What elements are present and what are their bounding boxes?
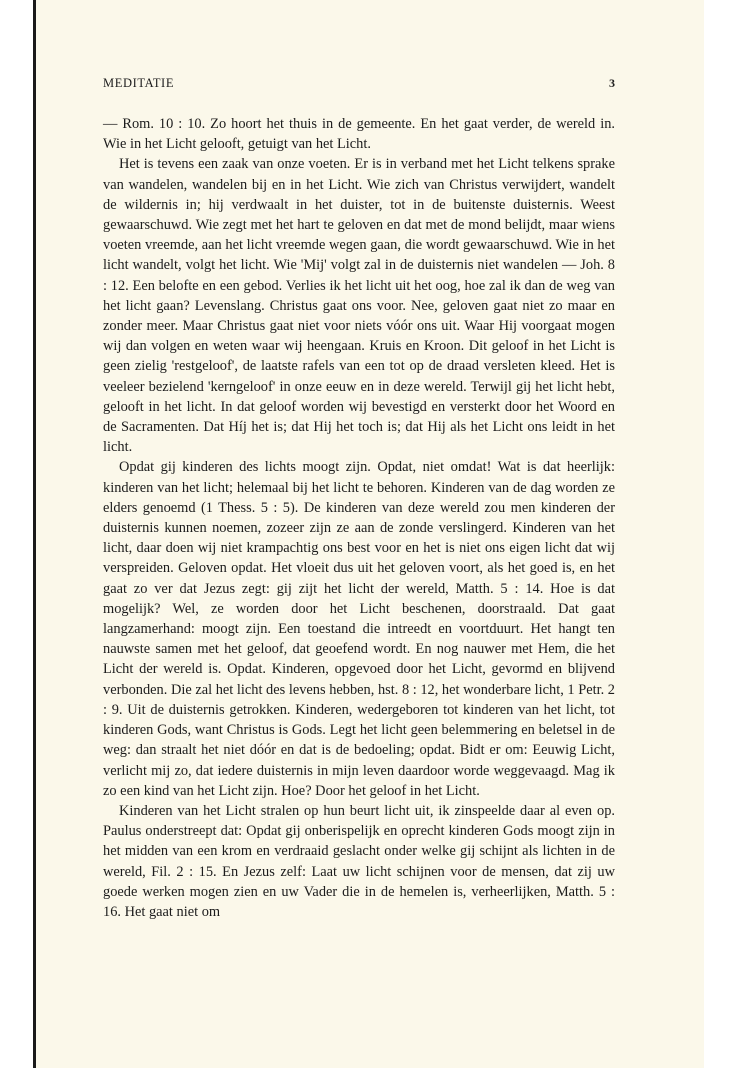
page-number: 3 [609,76,615,90]
paragraph-4: Kinderen van het Licht stralen op hun beurt licht uit, ik zinspeelde daar al even op. Paulus onderstreept dat: Opdat gij onberispelijk en oprecht kinderen Gods moogt zijn in het midden van een krom en verdraaid geslacht onder welke gij schijnt als lichten in de wereld, Fil. 2 : 15. En Jezus zelf: Laat uw licht schijnen voor de mensen, dat zij uw goede werken mogen zien en uw Vader die in de hemelen is, verheerlijken, Matth. 5 : 16. Het gaat niet om [103,802,615,920]
paragraph-3: Opdat gij kinderen des lichts moogt zijn. Opdat, niet omdat! Wat is dat heerlijk: kinderen van het licht; helemaal bij het licht te behoren. Kinderen van de dag worden ze elders genoemd (1 Thess. 5 : 5). De kinderen van deze wereld zou men kinderen der duisternis kunnen noemen, zozeer zijn ze aan de zonde verslingerd. Kinderen van het licht, daar doen wij niet krampachtig ons best voor en het is niet ons eigen licht dat wij verspreiden. Geloven opdat. Het vloeit dus uit het geloven voort, als het goed is, en het gaat zo ver dat Jezus zegt: gij zijt het licht der wereld, Matth. 5 : 14. Hoe is dat mogelijk? Wel, ze worden door het Licht beschenen, doorstraald. Dat gaat langzamerhand: moogt zijn. Een toestand die intreedt en voortduurt. Het hangt ten nauwste samen met het geloof, dat geoefend wordt. En nog nauwer met Hem, die het Licht der wereld is. Opdat. Kinderen, opgevoed door het Licht, gevormd en blijvend verbonden. Die zal het licht des levens hebben, hst. 8 : 12, het wonderbare licht, 1 Petr. 2 : 9. Uit de duisternis getrokken. Kinderen, wedergeboren tot kinderen van het licht, tot kinderen Gods, want Christus is Gods. Legt het licht geen belemmering en beletsel in de weg: dan straalt het niet dóór en dat is de bedoeling; opdat. Bidt er om: Eeuwig Licht, verlicht mij zo, dat iedere duisternis in mijn leven daardoor worde weggevaagd. Mag ik zo een kind van het Licht zijn. Hoe? Door het geloof in het Licht. [103,459,615,799]
article-body [103,114,615,922]
running-header [103,76,615,91]
paragraph-2: Het is tevens een zaak van onze voeten. Er is in verband met het Licht telkens sprake van wandelen, wandelen bij en in het Licht. Wie zich van Christus verwijdert, wandelt de wildernis in; hij verdwaalt in het duister, tot in de buitenste duisternis. Weest gewaarschuwd. Wie zegt met het hart te geloven en dat met de mond belijdt, maar wiens voeten vreemde, aan het licht vreemde wegen gaan, die wordt gewaarschuwd. Wie in het licht wandelt, volgt het licht. Wie 'Mij' volgt zal in de duisternis niet wandelen — Joh. 8 : 12. Een belofte en een gebod. Verlies ik het licht uit het oog, hoe zal ik dan de weg van het licht gaan? Levenslang. Christus gaat ons voor. Nee, geloven gaat niet zo maar en zonder meer. Maar Christus gaat niet voor niets vóór ons uit. Waar Hij voorgaat mogen wij dan volgen en weten waar wij heengaan. Kruis en Kroon. Dit geloof in het Licht is geen zielig 'restgeloof', de laatste rafels van een tot op de draad versleten kleed. Het is veeleer bezielend 'kerngeloof' in onze eeuw en in deze wereld. Terwijl gij het licht hebt, gelooft in het licht. In dat geloof worden wij bevestigd en versterkt door het Woord en de Sacramenten. Dat Híj het is; dat Hij het toch is; dat Hij als het Licht ons leidt in het licht. [103,156,615,456]
section-title: MEDITATIE [103,76,175,90]
paragraph-1: — Rom. 10 : 10. Zo hoort het thuis in de gemeente. En het gaat verder, de wereld in. Wie in het Licht gelooft, getuigt van het Licht. [103,116,615,153]
